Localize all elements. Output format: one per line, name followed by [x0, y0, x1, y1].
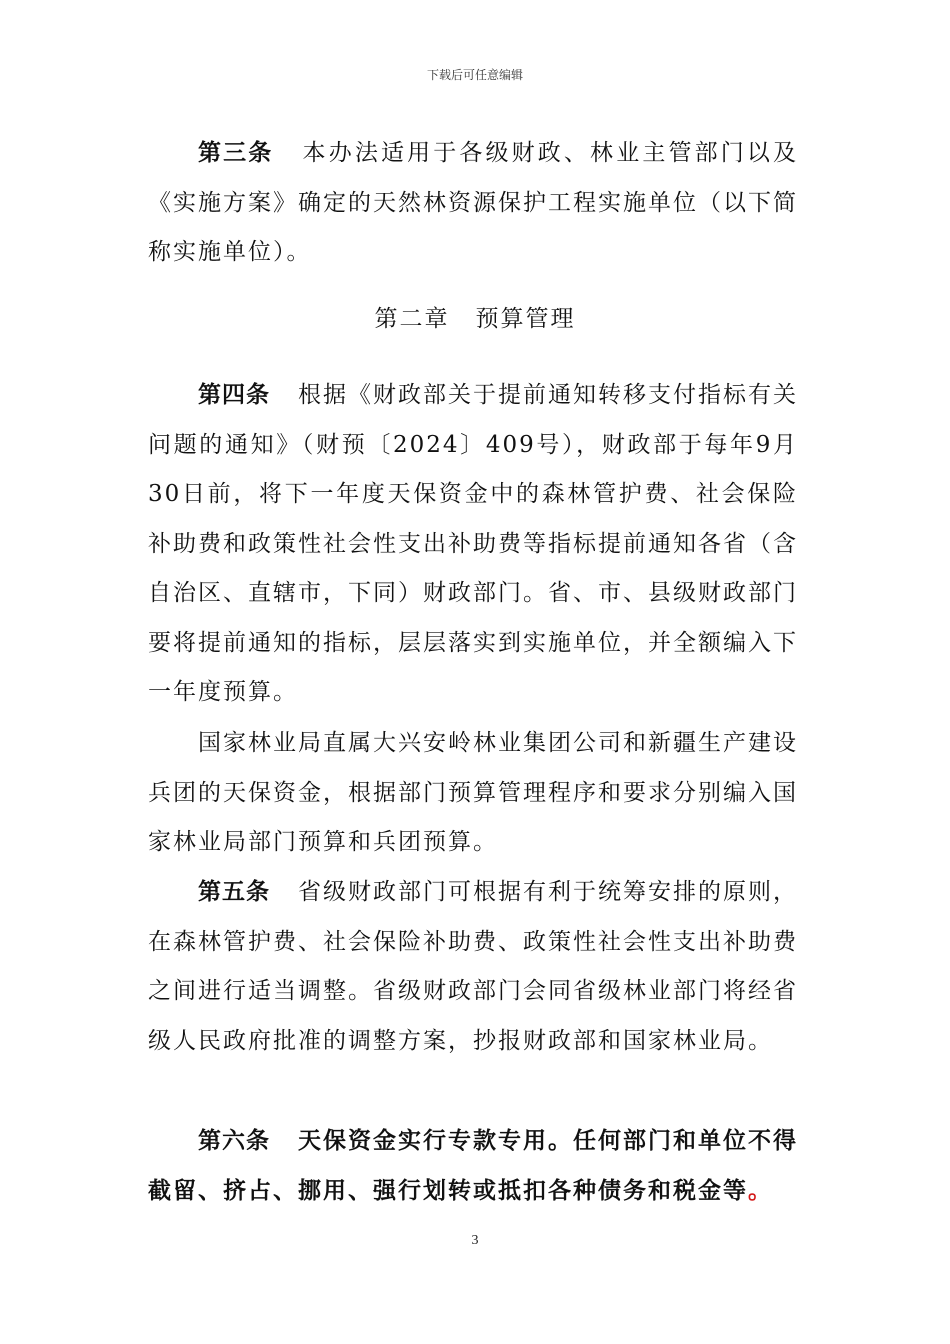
- article-3-text: 本办法适用于各级财政、林业主管部门以及《实施方案》确定的天然林资源保护工程实施单位（以下简称实施单位）。: [148, 140, 799, 265]
- chapter-heading: [0, 300, 950, 333]
- chapter-title: 预算管理: [475, 306, 576, 332]
- article-4: [148, 370, 798, 718]
- header-note: 下载后可任意编辑: [426, 68, 523, 82]
- chapter-number: 第二章: [374, 306, 450, 332]
- article-4-label: 第四条: [198, 381, 270, 408]
- article-3-label: 第三条: [198, 139, 274, 166]
- page-number: 3: [471, 1233, 479, 1248]
- article-5: [148, 867, 798, 1066]
- article-6-end-mark: 。: [748, 1176, 773, 1204]
- article-6-text: 天保资金实行专款专用。任何部门和单位不得截留、挤占、挪用、强行划转或抵扣各种债务和税金等: [148, 1127, 798, 1204]
- article-5-label: 第五条: [198, 878, 270, 905]
- article-6-label: 第六条: [198, 1127, 270, 1154]
- article-6: [148, 1116, 798, 1215]
- article-4-paragraph-2: 国家林业局直属大兴安岭林业集团公司和新疆生产建设兵团的天保资金，根据部门预算管理程序和要求分别编入国家林业局部门预算和兵团预算。: [148, 730, 798, 855]
- article-5-text: 省级财政部门可根据有利于统筹安排的原则，在森林管护费、社会保险补助费、政策性社会性支出补助费之间进行适当调整。省级财政部门会同省级林业部门将经省级人民政府批准的调整方案，抄报财政部和国家林业局。: [148, 879, 798, 1054]
- article-4-text: 根据《财政部关于提前通知转移支付指标有关问题的通知》（财预〔2024〕409号），财政部于每年9月30日前，将下一年度天保资金中的森林管护费、社会保险补助费和政策性社会性支出补助费等指标提前通知各省（含自治区、直辖市，下同）财政部门。省、市、县级财政部门要将提前通知的指标，层层落实到实施单位，并全额编入下一年度预算。: [148, 382, 798, 705]
- article-3: [148, 128, 798, 278]
